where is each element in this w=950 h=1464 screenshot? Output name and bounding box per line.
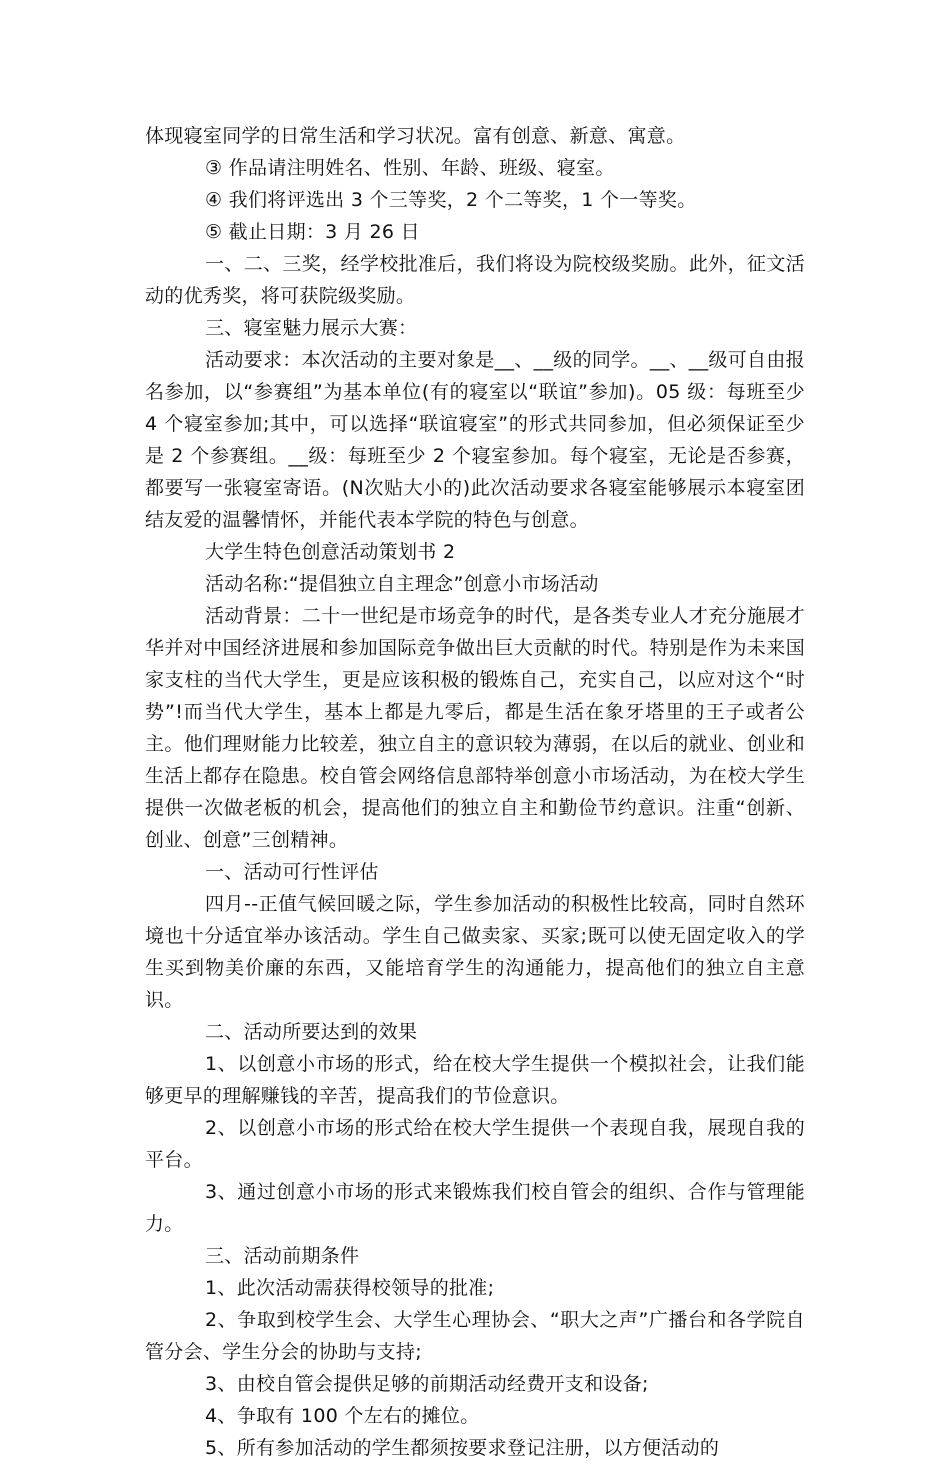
list-item: 2、争取到校学生会、大学生心理协会、“职大之声”广播台和各学院自管分会、学生分会的协助与支持; [145, 1309, 805, 1363]
section-heading: 一、活动可行性评估 [205, 861, 379, 883]
paragraph: ⑤ 截止日期：3 月 26 日 [205, 221, 420, 243]
list-item: 4、争取有 100 个左右的摊位。 [205, 1405, 480, 1427]
section-heading: 三、活动前期条件 [205, 1245, 360, 1267]
document-title: 大学生特色创意活动策划书 2 [205, 541, 456, 563]
list-item: 5、所有参加活动的学生都须按要求登记注册，以方便活动的 [205, 1437, 720, 1459]
paragraph: 活动背景：二十一世纪是市场竞争的时代，是各类专业人才充分施展才华并对中国经济进展和参加国际竞争做出巨大贡献的时代。特别是作为未来国家支柱的当代大学生，更是应该积极的锻炼自己，充实自己，以应对这个“时势”!而当代大学生，基本上都是九零后，都是生活在象牙塔里的王子或者公主。他们理财能力比较差，独立自主的意识较为薄弱，在以后的就业、创业和生活上都存在隐患。校自管会网络信息部特举创意小市场活动，为在校大学生提供一次做老板的机会，提高他们的独立自主和勤俭节约意识。注重“创新、创业、创意”三创精神。 [145, 605, 805, 851]
paragraph: 活动要求：本次活动的主要对象是__、__级的同学。__、__级可自由报名参加，以“参赛组”为基本单位(有的寝室以“联谊”参加)。05 级：每班至少 4 个寝室参加;其中，可以选择“联谊寝室”的形式共同参加，但必须保证至少是 2 个参赛组。__级：每班至少 2 个寝室参加。每个寝室，无论是否参赛，都要写一张寝室寄语。(N次贴大小的)此次活动要求各寝室能够展示本寝室团结友爱的温馨情怀，并能代表本学院的特色与创意。 [145, 349, 805, 531]
paragraph: 体现寝室同学的日常生活和学习状况。富有创意、新意、寓意。 [145, 125, 686, 147]
list-item: 2、以创意小市场的形式给在校大学生提供一个表现自我，展现自我的平台。 [145, 1117, 805, 1171]
paragraph: ④ 我们将评选出 3 个三等奖，2 个二等奖，1 个一等奖。 [205, 189, 697, 211]
list-item: 3、由校自管会提供足够的前期活动经费开支和设备; [205, 1373, 649, 1395]
paragraph: 活动名称:“提倡独立自主理念”创意小市场活动 [205, 573, 599, 595]
list-item: 1、以创意小市场的形式，给在校大学生提供一个模拟社会，让我们能够更早的理解赚钱的辛苦，提高我们的节俭意识。 [145, 1053, 805, 1107]
paragraph: 一、二、三奖，经学校批准后，我们将设为院校级奖励。此外，征文活动的优秀奖，将可获院级奖励。 [145, 253, 805, 307]
paragraph: ③ 作品请注明姓名、性别、年龄、班级、寝室。 [205, 157, 615, 179]
section-heading: 二、活动所要达到的效果 [205, 1021, 418, 1043]
document-body [145, 120, 805, 1464]
list-item: 3、通过创意小市场的形式来锻炼我们校自管会的组织、合作与管理能力。 [145, 1181, 805, 1235]
paragraph: 四月--正值气候回暖之际，学生参加活动的积极性比较高，同时自然环境也十分适宜举办该活动。学生自己做卖家、买家;既可以使无固定收入的学生买到物美价廉的东西，又能培育学生的沟通能力，提高他们的独立自主意识。 [145, 893, 805, 1011]
list-item: 1、此次活动需获得校领导的批准; [205, 1277, 495, 1299]
section-heading: 三、寝室魅力展示大赛： [205, 317, 418, 339]
